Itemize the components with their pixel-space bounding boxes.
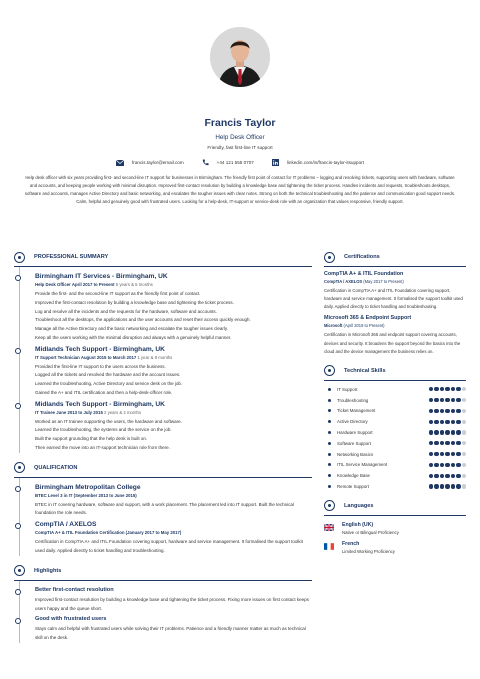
- position-title: IT Support Technician August 2015 to March 2017: [35, 354, 137, 360]
- position-title: IT Trainee June 2013 to July 2015: [35, 409, 103, 415]
- qualification-text: [35, 538, 312, 556]
- skill-pip: [456, 463, 460, 467]
- experience-position: [35, 410, 312, 415]
- skill-pip: [445, 398, 449, 402]
- summary-paragraph: Help desk officer with six years providing first- and second-line IT support for businesses in Birmingham. The friendly first point of contact for IT problems – logging and resolving tickets, supporting users with hardware, software and accounts, and keeping people working with minimal disruption. Improved first-contact resolution by building a knowledge base and tightening the ticket process. Handles incidents and requests, troubleshoots desktops, software and accounts, manages Active Directory and basic networking, and escalates the tougher issues with clear notes. Strong on both the technical troubleshooting and the patience and communication good support needs. Calm, helpful and genuinely good with frustrated users. Looking for a help-desk, IT-support or service-desk role with an organization that values responsive, friendly support.: [24, 175, 456, 204]
- skill-pip: [456, 398, 460, 402]
- contact-email[interactable]: [116, 160, 184, 166]
- qualification-text: [35, 501, 312, 519]
- skill-pip: [440, 474, 444, 478]
- skill-bullet: [328, 388, 331, 391]
- skill-pip: [456, 387, 460, 391]
- experience-company: Birmingham IT Services - Birmingham, UK: [35, 273, 168, 280]
- skill-name: Networking Basics: [337, 451, 374, 457]
- skill-pip: [445, 474, 449, 478]
- skill-pip: [429, 463, 433, 467]
- experience-line: Then earned the move into an IT-support technician role from there.: [35, 444, 170, 450]
- skill-pip: [445, 463, 449, 467]
- contact-phone[interactable]: [202, 159, 254, 166]
- qualification-name: CompTIA / AXELOS: [35, 521, 97, 529]
- skill-level: [429, 463, 466, 467]
- skill-pip: [440, 430, 444, 434]
- timeline-dot: [15, 618, 21, 624]
- phone-text: +44 121 555 0707: [216, 160, 254, 165]
- skill-pip: [429, 398, 433, 402]
- experience-line: Provided the first-line IT support to the users across the business.: [35, 363, 166, 369]
- skill-pip: [451, 441, 455, 445]
- skill-level: [429, 484, 466, 488]
- experience-line: Troubleshoot all the desktops, the applications and the user accounts and reset their access quickly enough.: [35, 317, 251, 323]
- skill-pip: [434, 441, 438, 445]
- skill-row: [324, 449, 466, 460]
- skill-pip: [429, 474, 433, 478]
- skill-name: Active Directory: [337, 419, 368, 425]
- timeline-dot: [15, 348, 21, 354]
- skill-pip: [462, 398, 466, 402]
- skill-pip: [456, 441, 460, 445]
- chart-icon: [324, 365, 335, 376]
- skill-pip: [445, 441, 449, 445]
- linkedin-text: linkedin.com/in/francis-taylor-itsupport: [286, 160, 364, 165]
- languages-section: [324, 500, 466, 554]
- skill-level: [429, 474, 466, 478]
- skill-bullet: [328, 420, 331, 423]
- skill-level: [429, 409, 466, 413]
- certification-item: [324, 315, 466, 355]
- skill-pip: [451, 452, 455, 456]
- position-duration: 5 years & 5 months: [114, 282, 153, 287]
- skill-pip: [440, 484, 444, 488]
- certification-issuer: [324, 323, 466, 328]
- certification-date: (May 2017 to Present): [362, 279, 404, 284]
- certification-date: (April 2019 to Present): [342, 323, 385, 329]
- skill-name: Remote Support: [337, 484, 369, 489]
- qualification-item: [35, 484, 312, 519]
- skill-pip: [429, 387, 433, 391]
- skills-heading: Technical Skills: [344, 367, 386, 374]
- skill-pip: [440, 398, 444, 402]
- france-flag-icon: [324, 543, 334, 550]
- skill-level: [429, 441, 466, 445]
- skill-row: [324, 395, 466, 406]
- skill-pip: [445, 484, 449, 488]
- experience-line: Manage all the Active Directory and the basic networking and escalate the tougher issues clearly.: [35, 326, 229, 332]
- skill-pip: [440, 463, 444, 467]
- skill-bullet: [328, 409, 331, 412]
- certification-name: CompTIA A+ & ITIL Foundation: [324, 271, 404, 277]
- graduation-cap-icon: [14, 462, 25, 473]
- timeline-dot: [15, 403, 21, 409]
- skill-pip: [429, 441, 433, 445]
- language-text: [342, 522, 399, 535]
- contact-bar: [0, 159, 480, 166]
- certification-item: [324, 271, 466, 311]
- skill-pip: [445, 430, 449, 434]
- skill-name: Troubleshooting: [337, 397, 369, 403]
- skill-name: Software Support: [337, 440, 371, 446]
- skill-pip: [451, 474, 455, 478]
- skill-name: Hardware Support: [337, 430, 373, 436]
- skill-bullet: [328, 485, 331, 488]
- certification-issuer: [324, 279, 466, 284]
- candidate-role: Help Desk Officer: [215, 134, 265, 141]
- left-column: [14, 251, 312, 643]
- experience-item: [35, 273, 312, 343]
- experience-line: Log and resolve all the incidents and the requests for the hardware, software and accounts.: [35, 308, 217, 314]
- skill-bullet: [328, 474, 331, 477]
- skill-pip: [445, 420, 449, 424]
- phone-icon: [202, 159, 209, 166]
- section-divider: [324, 266, 466, 267]
- skill-pip: [456, 474, 460, 478]
- skill-pip: [434, 463, 438, 467]
- experience-company: Midlands Tech Support - Birmingham, UK: [35, 345, 165, 353]
- skill-pip: [434, 430, 438, 434]
- skill-name: IT Support: [337, 386, 358, 392]
- experience-position: [35, 282, 312, 287]
- skill-pip: [451, 398, 455, 402]
- skill-pip: [429, 420, 433, 424]
- certifications-heading: Certifications: [344, 254, 380, 260]
- experience-heading: PROFESSIONAL SUMMARY: [34, 254, 109, 260]
- highlight-name: Better first-contact resolution: [35, 586, 114, 593]
- highlight-text: Improved first-contact resolution by building a knowledge base and tightening the ticket process. Fixing more issues on first contact keeps users happy and the queue short.: [35, 596, 309, 611]
- highlight-item: [35, 587, 312, 614]
- qualification-detail: [35, 493, 312, 498]
- skill-pip: [434, 484, 438, 488]
- highlight-text: Stays calm and helpful with frustrated users while solving their IT problems. Patience and a friendly manner matter as much as technical skill on the desk.: [35, 626, 306, 641]
- language-level: Limited Working Proficiency: [342, 548, 395, 554]
- qualification-detail: [35, 530, 312, 535]
- language-name: French: [342, 540, 360, 547]
- qualification-line: BTEC in IT covering hardware, software and support, with a work placement. The placement led into IT support. Built the technical foundation the role needs.: [35, 501, 294, 516]
- skill-pip: [434, 387, 438, 391]
- experience-line: Keep all the users working with the minimal disruption and always with a genuinely helpful manner.: [35, 334, 232, 340]
- languages-heading: Languages: [344, 502, 374, 509]
- skill-row: [324, 438, 466, 449]
- contact-linkedin[interactable]: [272, 159, 364, 166]
- skill-pip: [462, 387, 466, 391]
- position-duration: 1 year & 8 months: [136, 354, 173, 360]
- experience-line: Worked as an IT trainee supporting the users, the hardware and software.: [35, 418, 182, 424]
- timeline-dot: [15, 275, 21, 281]
- skill-bullet: [328, 463, 331, 466]
- experience-item: [35, 346, 312, 398]
- skill-pip: [456, 430, 460, 434]
- language-name: English (UK): [342, 521, 374, 528]
- skill-level: [429, 387, 466, 391]
- timeline-dot: [15, 523, 21, 529]
- qualification-name: Birmingham Metropolitan College: [35, 483, 141, 491]
- skill-pip: [462, 420, 466, 424]
- skills-list: [324, 384, 466, 492]
- skill-pip: [434, 398, 438, 402]
- qualification-line: Certification in CompTIA A+ and ITIL Foundation covering support, hardware and service management. It formalised the support toolkit used daily. Applied directly to ticket handling and troubleshooting.: [35, 539, 303, 554]
- skill-pip: [462, 484, 466, 488]
- position-duration: 2 years & 2 months: [102, 409, 142, 415]
- experience-details: [35, 363, 312, 398]
- experience-line: Improved the first-contact resolution by building a knowledge base and tightening the ticket process.: [35, 299, 234, 305]
- skill-pip: [462, 430, 466, 434]
- highlights-timeline: [14, 581, 312, 643]
- megaphone-icon: [14, 565, 25, 576]
- skill-pip: [440, 409, 444, 413]
- globe-icon: [324, 500, 335, 511]
- skill-pip: [462, 409, 466, 413]
- skill-pip: [462, 441, 466, 445]
- uk-flag-icon: [324, 524, 334, 531]
- skill-bullet: [328, 431, 331, 434]
- language-text: [342, 541, 395, 554]
- certification-name: Microsoft 365 & Endpoint Support: [324, 315, 412, 322]
- highlights-section: [14, 565, 312, 643]
- skill-pip: [445, 387, 449, 391]
- briefcase-icon: [14, 252, 25, 263]
- skill-name: Knowledge Base: [337, 473, 370, 479]
- linkedin-icon: [272, 159, 279, 166]
- skill-row: [324, 406, 466, 417]
- candidate-tagline: Friendly, fast first-line IT support: [207, 145, 273, 150]
- skill-name: ITIL Service Management: [337, 462, 388, 468]
- skill-pip: [429, 430, 433, 434]
- experience-line: Provide the first- and the second-line IT support as the friendly first point of contact.: [35, 291, 201, 296]
- qualification-timeline: [14, 478, 312, 556]
- highlights-heading: Highlights: [34, 567, 62, 574]
- skill-level: [429, 398, 466, 402]
- skill-pip: [434, 409, 438, 413]
- certificate-icon: [324, 252, 335, 263]
- skill-pip: [429, 409, 433, 413]
- qualification-heading: QUALIFICATION: [34, 464, 78, 471]
- experience-position: [35, 355, 312, 360]
- experience-details: [35, 290, 312, 343]
- resume-header: [0, 0, 480, 206]
- skill-row: [324, 427, 466, 438]
- experience-line: Gained the A+ and ITIL certification and then a help-desk-officer role.: [35, 389, 173, 395]
- skill-bullet: [328, 442, 331, 445]
- skill-pip: [445, 452, 449, 456]
- qualification-item: [35, 521, 312, 556]
- certification-text: Certification in CompTIA A+ and ITIL Foundation covering support, hardware and service management. It formalised the support toolkit used daily. Applied directly to ticket handling and troubleshooting.: [324, 288, 463, 310]
- skill-pip: [440, 420, 444, 424]
- skill-row: [324, 481, 466, 492]
- skill-pip: [434, 474, 438, 478]
- skill-pip: [445, 409, 449, 413]
- experience-company: Midlands Tech Support - Birmingham, UK: [35, 400, 165, 408]
- section-divider: [324, 515, 466, 516]
- language-item: [324, 541, 466, 554]
- skill-level: [429, 452, 466, 456]
- skill-pip: [434, 452, 438, 456]
- language-level: Native or Bilingual Proficiency: [342, 529, 399, 535]
- experience-section: [14, 251, 312, 453]
- skill-pip: [440, 452, 444, 456]
- experience-line: Built the support grounding that the help desk is built on.: [35, 436, 148, 442]
- skill-row: [324, 416, 466, 427]
- skills-section: [324, 365, 466, 492]
- email-icon: [116, 160, 124, 166]
- skill-pip: [451, 484, 455, 488]
- right-column: [324, 251, 466, 554]
- skill-pip: [429, 484, 433, 488]
- certification-issuer-name: Microsoft: [324, 323, 343, 329]
- languages-list: [324, 522, 466, 554]
- skill-level: [429, 420, 466, 424]
- skill-row: [324, 470, 466, 481]
- skill-pip: [456, 484, 460, 488]
- experience-line: Logged all the tickets and resolved the hardware and the account issues.: [35, 372, 181, 378]
- skill-name: Ticket Management: [337, 408, 376, 414]
- skill-pip: [456, 452, 460, 456]
- skill-pip: [429, 452, 433, 456]
- candidate-name: Francis Taylor: [204, 117, 276, 129]
- skill-pip: [456, 420, 460, 424]
- highlight-item: [35, 616, 312, 643]
- skill-pip: [451, 409, 455, 413]
- experience-item: [35, 401, 312, 453]
- certifications-section: [324, 251, 466, 356]
- highlight-name: Good with frustrated users: [35, 616, 107, 623]
- qualification-sub: CompTIA A+ & ITIL Foundation Certification (January 2017 to May 2017): [35, 530, 182, 536]
- qualification-sub: BTEC Level 3 in IT (September 2013 to June 2015): [35, 492, 137, 498]
- experience-details: [35, 418, 312, 453]
- profile-photo: [210, 27, 270, 87]
- certification-text: Certification in Microsoft 365 and endpoint support covering accounts, devices and security. It broadens the support beyond the basics into the cloud and the device management the business relies on.: [324, 332, 461, 354]
- timeline-dot: [15, 589, 21, 595]
- experience-timeline: [14, 267, 312, 453]
- skill-pip: [440, 441, 444, 445]
- certification-issuer-name: CompTIA / AXELOS: [324, 279, 363, 284]
- skill-pip: [451, 387, 455, 391]
- skill-pip: [440, 387, 444, 391]
- language-item: [324, 522, 466, 535]
- skill-bullet: [328, 453, 331, 456]
- experience-line: Learned the troubleshooting, Active Directory and service desk on the job.: [35, 381, 183, 387]
- skill-pip: [451, 420, 455, 424]
- position-title: Help Desk Officer April 2017 to Present: [35, 282, 115, 287]
- skill-bullet: [328, 399, 331, 402]
- skill-pip: [456, 409, 460, 413]
- certifications-list: [324, 271, 466, 356]
- experience-line: Learned the troubleshooting, the systems and the service on the job.: [35, 427, 172, 433]
- email-text: francis.taylor@email.com: [132, 160, 184, 165]
- qualification-section: [14, 462, 312, 556]
- skill-pip: [451, 430, 455, 434]
- skill-pip: [462, 474, 466, 478]
- timeline-dot: [15, 486, 21, 492]
- skill-pip: [462, 452, 466, 456]
- skill-pip: [462, 463, 466, 467]
- skill-row: [324, 384, 466, 395]
- section-divider: [324, 380, 466, 381]
- skill-level: [429, 430, 466, 434]
- skill-pip: [451, 463, 455, 467]
- skill-row: [324, 460, 466, 471]
- skill-pip: [434, 420, 438, 424]
